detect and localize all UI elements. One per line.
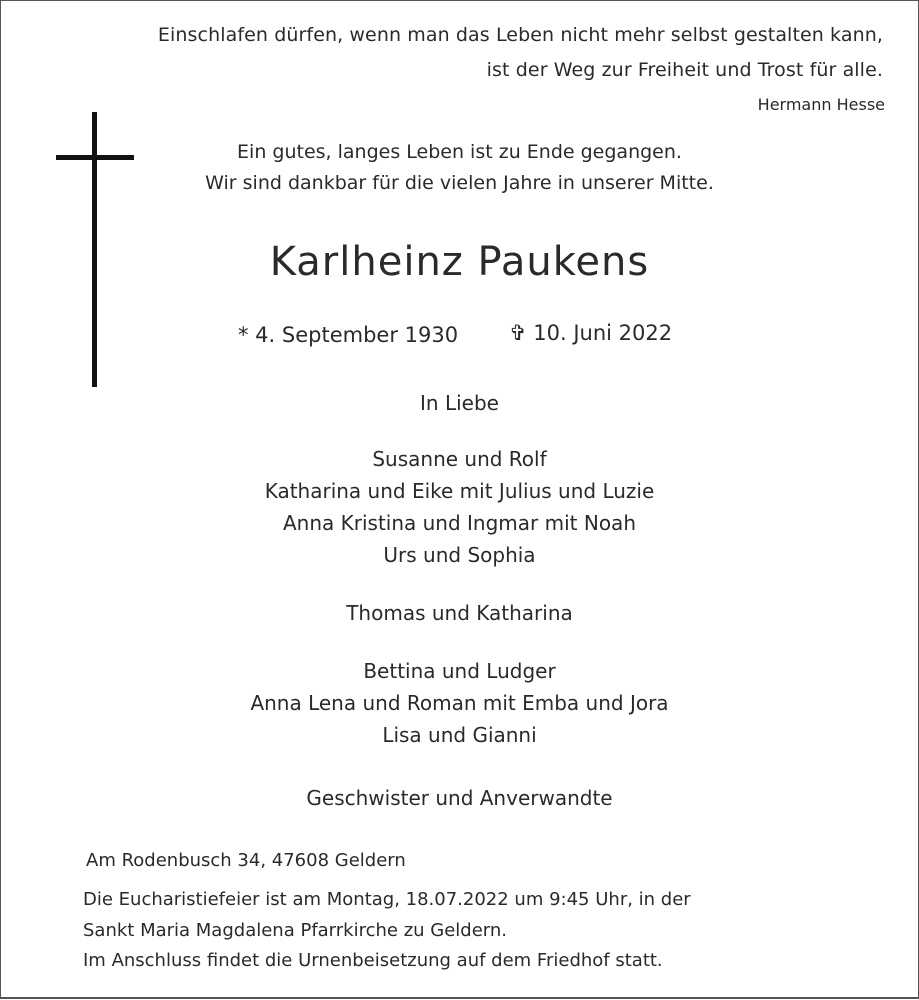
intro-line-1: Ein gutes, langes Leben ist zu Ende gegangen. xyxy=(237,141,682,163)
quote-line-1: Einschlafen dürfen, wenn man das Leben nicht mehr selbst gestalten kann, xyxy=(157,24,883,46)
service-line-2: Sankt Maria Magdalena Pfarrkirche zu Geldern. xyxy=(83,920,508,941)
birth-date: * 4. September 1930 xyxy=(238,323,459,347)
mourner-line: Katharina und Eike mit Julius und Luzie xyxy=(264,479,655,503)
deceased-name: Karlheinz Paukens xyxy=(269,239,650,285)
mourners-heading: In Liebe xyxy=(420,391,499,415)
relatives-line: Geschwister und Anverwandte xyxy=(306,786,613,810)
mourner-line: Urs und Sophia xyxy=(383,543,536,567)
quote-line-2: ist der Weg zur Freiheit und Trost für alle. xyxy=(486,59,883,81)
intro-line-2: Wir sind dankbar für die vielen Jahre in unserer Mitte. xyxy=(205,172,714,194)
mourner-line: Anna Kristina und Ingmar mit Noah xyxy=(282,511,636,535)
service-line-1: Die Eucharistiefeier ist am Montag, 18.07.2022 um 9:45 Uhr, in der xyxy=(83,889,691,910)
quote-author: Hermann Hesse xyxy=(757,95,885,114)
mourner-line: Susanne und Rolf xyxy=(372,447,547,471)
address: Am Rodenbusch 34, 47608 Geldern xyxy=(86,850,406,871)
mourner-line: Lisa und Gianni xyxy=(382,723,537,747)
service-line-3: Im Anschluss findet die Urnenbeisetzung auf dem Friedhof statt. xyxy=(83,950,663,971)
mourner-line: Anna Lena und Roman mit Emba und Jora xyxy=(250,691,669,715)
death-date: ✞ 10. Juni 2022 xyxy=(509,321,673,345)
mourner-line: Bettina und Ludger xyxy=(363,659,556,683)
mourner-line: Thomas und Katharina xyxy=(346,601,573,625)
